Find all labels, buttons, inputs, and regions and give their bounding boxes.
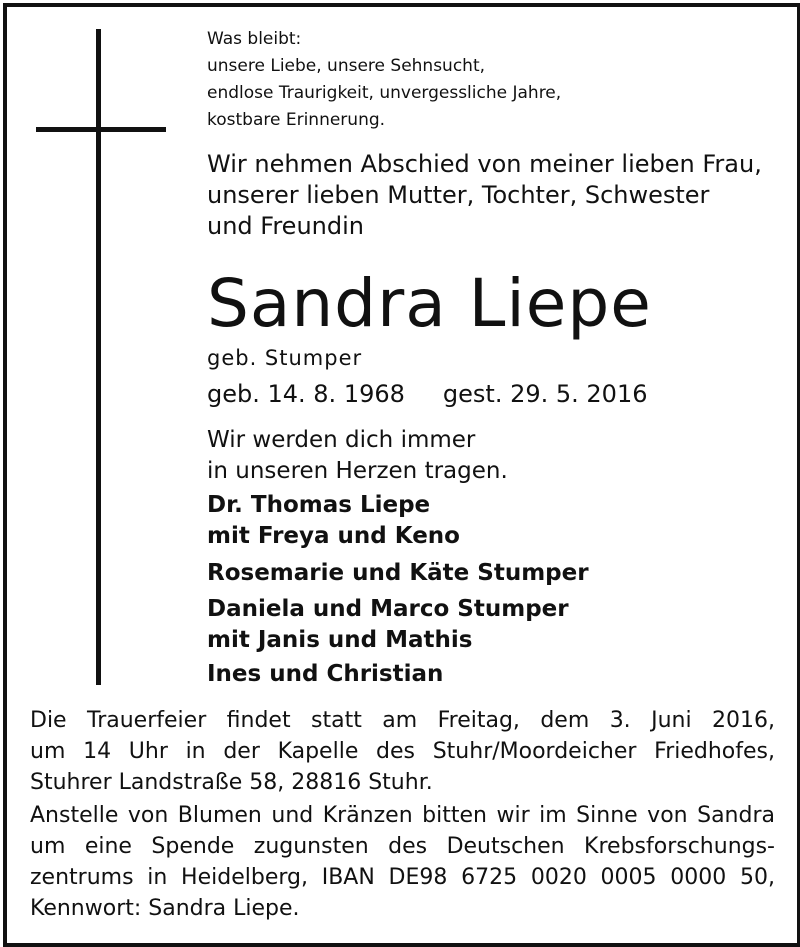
motto-line: Was bleibt: xyxy=(207,29,302,49)
mourner-line: Rosemarie und Käte Stumper xyxy=(207,560,589,586)
cross-icon-bar xyxy=(36,127,166,132)
ceremony-line: um 14 Uhr in der Kapelle des Stuhr/Moordeicher Friedhofes, xyxy=(30,739,775,764)
deceased-name: Sandra Liepe xyxy=(207,265,652,342)
intro-line: Wir nehmen Abschied von meiner lieben Frau, xyxy=(207,150,762,178)
mourner-line: Daniela und Marco Stumper xyxy=(207,596,569,622)
birth-date: geb. 14. 8. 1968 xyxy=(207,380,405,408)
mourner-group xyxy=(207,594,569,656)
motto-line: unsere Liebe, unsere Sehnsucht, xyxy=(207,56,486,76)
ceremony-line: Die Trauerfeier findet statt am Freitag, dem 3. Juni 2016, xyxy=(30,708,775,733)
mourner-line: Dr. Thomas Liepe xyxy=(207,492,431,518)
motto xyxy=(207,26,777,134)
motto-line: kostbare Erinnerung. xyxy=(207,110,386,130)
mourner-group xyxy=(207,490,460,552)
promise-line: Wir werden dich immer xyxy=(207,427,476,453)
motto-line: endlose Traurigkeit, unvergessliche Jahre, xyxy=(207,83,562,103)
birth-name: geb. Stumper xyxy=(207,346,363,370)
mourner-line: mit Janis und Mathis xyxy=(207,627,473,653)
donation-line: Anstelle von Blumen und Kränzen bitten wir im Sinne von Sandra xyxy=(30,803,775,828)
ceremony-info xyxy=(30,705,775,798)
intro-line: unserer lieben Mutter, Tochter, Schwester xyxy=(207,181,710,209)
mourner-group xyxy=(207,659,443,690)
donation-line: zentrums in Heidelberg, IBAN DE98 6725 0020 0005 0000 50, xyxy=(30,865,775,890)
mourner-line: mit Freya und Keno xyxy=(207,523,460,549)
donation-line: Kennwort: Sandra Liepe. xyxy=(30,896,300,921)
ceremony-line: Stuhrer Landstraße 58, 28816 Stuhr. xyxy=(30,770,433,795)
mourner-line: Ines und Christian xyxy=(207,661,444,687)
donation-info xyxy=(30,800,775,924)
life-dates xyxy=(207,377,777,411)
death-date: gest. 29. 5. 2016 xyxy=(442,380,648,408)
intro-line: und Freundin xyxy=(207,212,364,240)
promise-line: in unseren Herzen tragen. xyxy=(207,458,508,484)
mourner-group xyxy=(207,558,589,589)
farewell-intro xyxy=(207,149,777,242)
promise xyxy=(207,425,777,487)
donation-line: um eine Spende zugunsten des Deutschen Krebsforschungs- xyxy=(30,834,775,859)
